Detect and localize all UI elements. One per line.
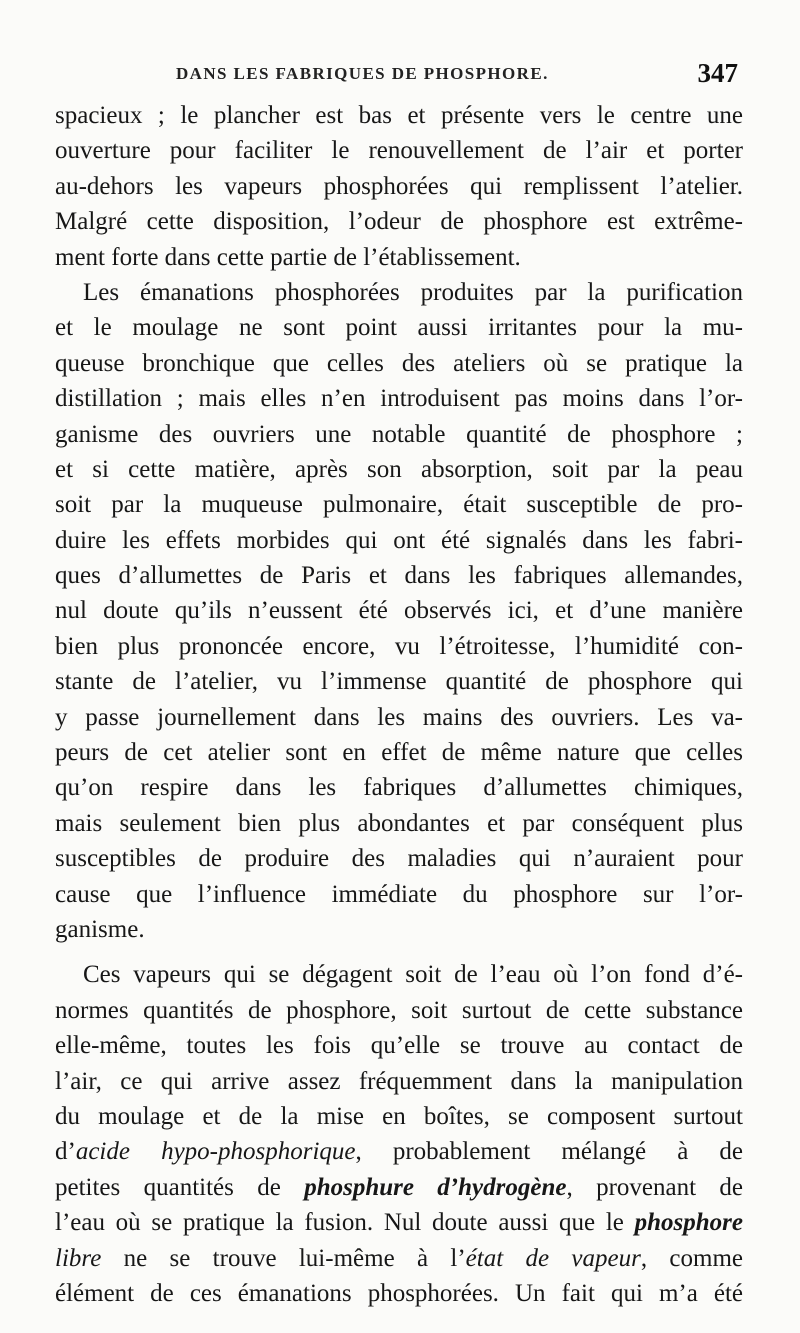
text-line: du moulage et de la mise en boîtes, se composent surtout bbox=[55, 1102, 743, 1130]
text-line: ganisme des ouvriers une notable quantité de phosphore ; bbox=[55, 420, 743, 448]
text-line: spacieux ; le plancher est bas et présente vers le centre une bbox=[55, 102, 743, 129]
text-run: , provenant de bbox=[566, 1173, 743, 1201]
text-line: Les émanations phosphorées produites par la purification bbox=[83, 278, 743, 306]
text-line: susceptibles de produire des maladies qui n’auraient pour bbox=[55, 845, 743, 873]
text-run: petites quantités de bbox=[55, 1173, 305, 1201]
text-line: ganisme. bbox=[55, 915, 145, 943]
text-line: bien plus prononcée encore, vu l’étroitesse, l’humidité con- bbox=[55, 632, 743, 660]
text-line: peurs de cet atelier sont en effet de même nature que celles bbox=[55, 739, 743, 767]
italic-term: phosphure d’hydrogène bbox=[304, 1173, 567, 1201]
body-text bbox=[55, 98, 743, 1311]
text-line: l’air, ce qui arrive assez fréquemment dans la manipulation bbox=[55, 1067, 743, 1095]
text-line: y passe journellement dans les mains des ouvriers. Les va- bbox=[55, 703, 743, 731]
text-line: Ces vapeurs qui se dégagent soit de l’eau où l’on fond d’é- bbox=[83, 961, 743, 989]
text-line: ouverture pour faciliter le renouvellement de l’air et porter bbox=[55, 137, 743, 165]
text-line: elle-même, toutes les fois qu’elle se trouve au contact de bbox=[55, 1032, 743, 1060]
text-line bbox=[55, 1134, 743, 1169]
text-run: ne se trouve lui-même à l’ bbox=[101, 1244, 466, 1272]
text-line: stante de l’atelier, vu l’immense quantité de phosphore qui bbox=[55, 668, 743, 696]
italic-term: phosphore bbox=[634, 1209, 743, 1237]
text-line bbox=[55, 1205, 743, 1240]
text-line: distillation ; mais elles n’en introduisent pas moins dans l’or- bbox=[55, 385, 743, 413]
text-line: au-dehors les vapeurs phosphorées qui remplissent l’atelier. bbox=[55, 172, 743, 200]
text-line: duire les effets morbides qui ont été signalés dans les fabri- bbox=[55, 526, 743, 554]
italic-term: libre bbox=[55, 1244, 102, 1272]
text-line bbox=[55, 1170, 743, 1205]
text-run: l’eau où se pratique la fusion. Nul doute aussi que le bbox=[55, 1209, 635, 1237]
text-line: queuse bronchique que celles des ateliers où se pratique la bbox=[55, 349, 743, 377]
paragraph-gap bbox=[55, 947, 743, 957]
text-line: Malgré cette disposition, l’odeur de phosphore est extrême- bbox=[55, 208, 743, 236]
text-line: soit par la muqueuse pulmonaire, était susceptible de pro- bbox=[55, 491, 743, 519]
text-run: , comme bbox=[640, 1244, 743, 1272]
text-line bbox=[55, 1241, 743, 1276]
text-line: nul doute qu’ils n’eussent été observés ici, et d’une manière bbox=[55, 597, 743, 625]
italic-term: état de vapeur bbox=[465, 1244, 641, 1272]
text-run: , probablement mélangé à de bbox=[355, 1138, 743, 1166]
text-line: cause que l’influence immédiate du phosphore sur l’or- bbox=[55, 880, 743, 908]
text-line: ment forte dans cette partie de l’établissement. bbox=[55, 243, 521, 271]
page-number: 347 bbox=[697, 58, 738, 88]
text-line: et le moulage ne sont point aussi irritantes pour la mu- bbox=[55, 314, 743, 342]
italic-term: acide hypo-phosphorique bbox=[75, 1138, 356, 1166]
text-line: mais seulement bien plus abondantes et par conséquent plus bbox=[55, 809, 743, 837]
text-run: d’ bbox=[55, 1138, 76, 1166]
text-line: élément de ces émanations phosphorées. Un fait qui m’a été bbox=[55, 1279, 743, 1307]
running-head bbox=[58, 58, 738, 94]
text-line: normes quantités de phosphore, soit surtout de cette substance bbox=[55, 996, 743, 1024]
text-line: et si cette matière, après son absorption, soit par la peau bbox=[55, 455, 743, 483]
text-line: qu’on respire dans les fabriques d’allumettes chimiques, bbox=[55, 774, 743, 802]
running-title: DANS LES FABRIQUES DE PHOSPHORE. bbox=[176, 64, 549, 83]
text-line: ques d’allumettes de Paris et dans les fabriques allemandes, bbox=[55, 562, 743, 590]
